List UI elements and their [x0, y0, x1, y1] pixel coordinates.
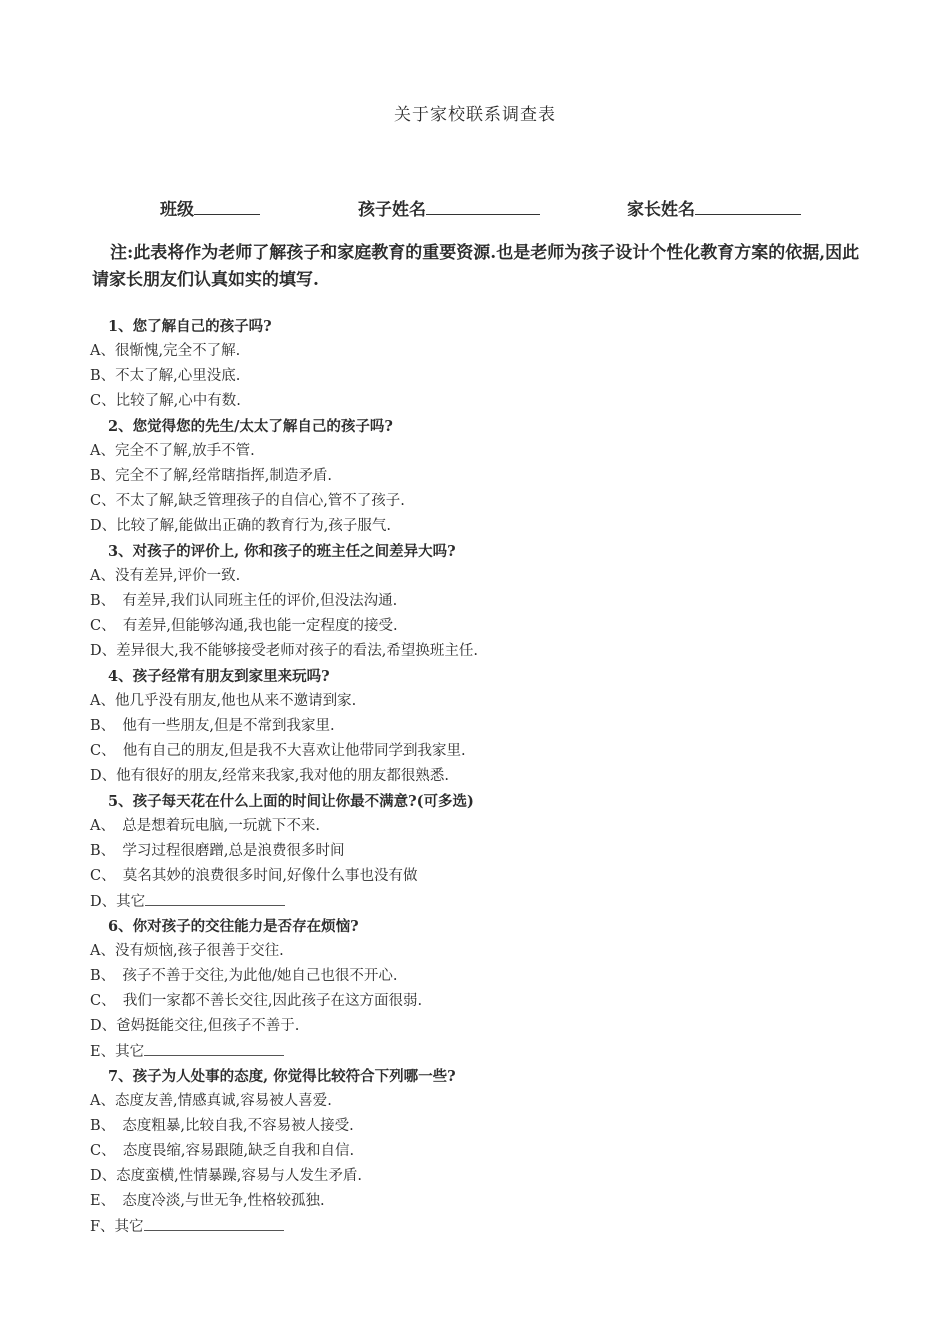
answer-option-label: D、差异很大,我不能够接受老师对孩子的看法,希望换班主任. [90, 643, 478, 659]
answer-option-label: D、态度蛮横,性情暴躁,容易与人发生矛盾. [90, 1168, 362, 1184]
class-blank[interactable] [194, 198, 260, 215]
answer-option[interactable] [90, 1114, 890, 1139]
child-name-field [358, 195, 540, 220]
answer-option-label: C、 态度畏缩,容易跟随,缺乏自我和自信. [90, 1143, 355, 1159]
question-text: 5、孩子每天花在什么上面的时间让你最不满意?(可多选) [108, 793, 474, 810]
answer-option[interactable] [90, 864, 890, 889]
answer-option-label: C、不太了解,缺乏管理孩子的自信心,管不了孩子. [90, 493, 405, 509]
answer-option-label: B、 学习过程很磨蹭,总是浪费很多时间 [90, 843, 345, 859]
answer-option-label: C、 莫名其妙的浪费很多时间,好像什么事也没有做 [90, 868, 418, 884]
answer-option-label: B、 孩子不善于交往,为此他/她自己也很不开心. [90, 968, 398, 984]
answer-option[interactable] [90, 939, 890, 964]
answer-option[interactable] [90, 464, 890, 489]
child-name-label: 孩子姓名 [358, 200, 426, 220]
answer-option-label: A、他几乎没有朋友,他也从来不邀请到家. [90, 693, 357, 709]
answer-option[interactable] [90, 339, 890, 364]
answer-option[interactable] [90, 989, 890, 1014]
parent-name-label: 家长姓名 [627, 200, 695, 220]
child-name-blank[interactable] [426, 198, 540, 215]
answer-option-label: B、 态度粗暴,比较自我,不容易被人接受. [90, 1118, 354, 1134]
answer-option-label: A、没有烦恼,孩子很善于交往. [90, 943, 284, 959]
answer-option[interactable] [90, 1189, 890, 1214]
question-text: 3、对孩子的评价上, 你和孩子的班主任之间差异大吗? [108, 543, 456, 560]
answer-option-label: F、其它 [90, 1219, 144, 1235]
answer-option[interactable] [90, 1039, 890, 1064]
answer-option[interactable] [90, 764, 890, 789]
document-title: 关于家校联系调查表 [394, 105, 556, 125]
answer-option[interactable] [90, 489, 890, 514]
answer-option-label: C、 我们一家都不善长交往,因此孩子在这方面很弱. [90, 993, 423, 1009]
question-text: 2、您觉得您的先生/太太了解自己的孩子吗? [108, 418, 393, 435]
answer-option[interactable] [90, 364, 890, 389]
question-text: 7、孩子为人处事的态度, 你觉得比较符合下列哪一些? [108, 1068, 456, 1085]
class-label: 班级 [160, 200, 194, 220]
answer-option-label: E、其它 [90, 1044, 145, 1060]
answer-option[interactable] [90, 739, 890, 764]
answer-option-label: B、完全不了解,经常瞎指挥,制造矛盾. [90, 468, 332, 484]
answer-option[interactable] [90, 1164, 890, 1189]
answer-option[interactable] [90, 439, 890, 464]
answer-option[interactable] [90, 514, 890, 539]
question-text: 1、您了解自己的孩子吗? [108, 318, 272, 335]
answer-option[interactable] [90, 389, 890, 414]
answer-option-label: C、 有差异,但能够沟通,我也能一定程度的接受. [90, 618, 398, 634]
answer-option[interactable] [90, 889, 890, 914]
answer-option[interactable] [90, 1089, 890, 1114]
question-text: 4、孩子经常有朋友到家里来玩吗? [108, 668, 330, 685]
answer-option[interactable] [90, 964, 890, 989]
answer-option-label: D、比较了解,能做出正确的教育行为,孩子服气. [90, 518, 391, 534]
answer-option-label: D、他有很好的朋友,经常来我家,我对他的朋友都很熟悉. [90, 768, 449, 784]
answer-option-label: E、 态度冷淡,与世无争,性格较孤独. [90, 1193, 325, 1209]
parent-name-blank[interactable] [695, 198, 801, 215]
answer-option-label: A、很惭愧,完全不了解. [90, 343, 241, 359]
answer-option-label: B、 他有一些朋友,但是不常到我家里. [90, 718, 335, 734]
question-list [90, 314, 890, 1239]
answer-option-label: A、完全不了解,放手不管. [90, 443, 255, 459]
answer-option[interactable] [90, 839, 890, 864]
answer-option-label: C、比较了解,心中有数. [90, 393, 241, 409]
answer-option[interactable] [90, 589, 890, 614]
answer-option-label: A、态度友善,情感真诚,容易被人喜爱. [90, 1093, 332, 1109]
other-answer-blank[interactable] [145, 889, 285, 906]
answer-option-label: B、不太了解,心里没底. [90, 368, 241, 384]
answer-option-label: B、 有差异,我们认同班主任的评价,但没法沟通. [90, 593, 398, 609]
answer-option[interactable] [90, 639, 890, 664]
answer-option-label: C、 他有自己的朋友,但是我不大喜欢让他带同学到我家里. [90, 743, 466, 759]
question-text: 6、你对孩子的交往能力是否存在烦恼? [108, 918, 359, 935]
answer-option-label: A、 总是想着玩电脑,一玩就下不来. [90, 818, 320, 834]
answer-option-label: D、其它 [90, 894, 146, 910]
answer-option[interactable] [90, 714, 890, 739]
parent-name-field [627, 195, 801, 220]
other-answer-blank[interactable] [144, 1039, 284, 1056]
answer-option[interactable] [90, 1014, 890, 1039]
answer-option[interactable] [90, 614, 890, 639]
answer-option[interactable] [90, 1139, 890, 1164]
answer-option[interactable] [90, 814, 890, 839]
class-field [160, 195, 260, 220]
answer-option-label: D、爸妈挺能交往,但孩子不善于. [90, 1018, 300, 1034]
other-answer-blank[interactable] [144, 1214, 284, 1231]
answer-option[interactable] [90, 1214, 890, 1239]
answer-option[interactable] [90, 689, 890, 714]
instruction-note: 注:此表将作为老师了解孩子和家庭教育的重要资源.也是老师为孩子设计个性化教育方案的依据,因此请家长朋友们认真如实的填写. [92, 243, 860, 290]
answer-option-label: A、没有差异,评价一致. [90, 568, 241, 584]
answer-option[interactable] [90, 564, 890, 589]
